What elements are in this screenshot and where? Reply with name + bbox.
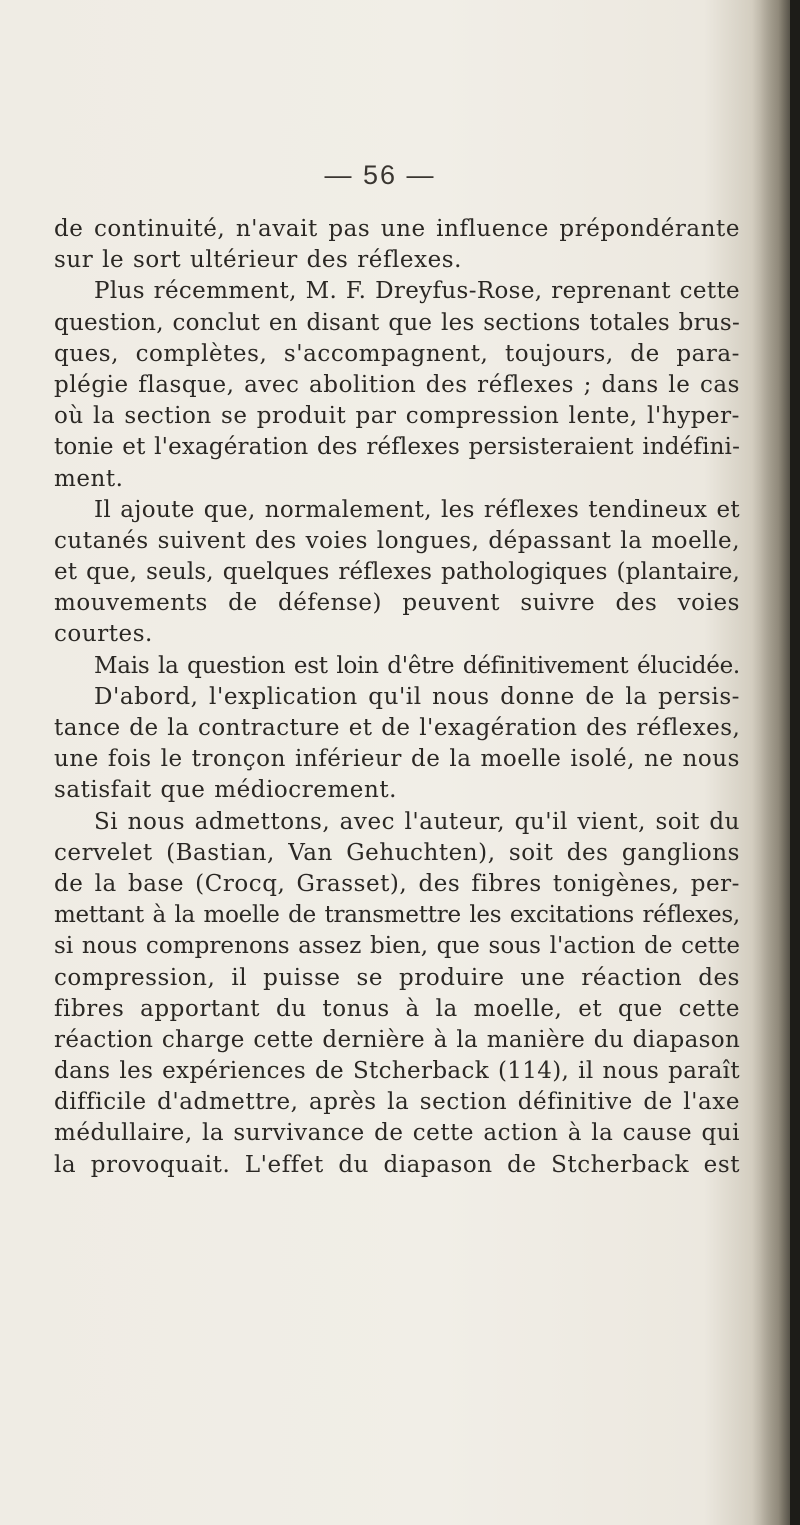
text-line: courtes.: [54, 621, 153, 648]
book-binding-edge: [790, 0, 800, 1525]
text-line: dans les expériences de Stcherback (114), il nous paraît: [54, 1058, 740, 1085]
text-line: Si nous admettons, avec l'auteur, qu'il vient, soit du: [94, 808, 740, 835]
text-line: satisfait que médiocrement.: [54, 777, 397, 804]
text-line: ment.: [54, 465, 124, 492]
text-line: de la base (Crocq, Grasset), des fibres tonigènes, per-: [54, 870, 740, 897]
text-line: mettant à la moelle de transmettre les excitations réflexes,: [54, 902, 740, 929]
page-number: — 56 —: [324, 160, 436, 190]
text-line: médullaire, la survivance de cette action à la cause qui: [54, 1120, 740, 1147]
text-line: tonie et l'exagération des réflexes persisteraient indéfini-: [54, 434, 740, 461]
text-line: difficile d'admettre, après la section définitive de l'axe: [54, 1089, 740, 1116]
text-line: cutanés suivent des voies longues, dépassant la moelle,: [54, 527, 741, 554]
text-line: plégie flasque, avec abolition des réflexes ; dans le cas: [54, 371, 740, 398]
text-line: mouvements de défense) peuvent suivre des voies: [54, 590, 740, 617]
text-line: compression, il puisse se produire une réaction des: [54, 964, 740, 991]
text-line: tance de la contracture et de l'exagération des réflexes,: [54, 715, 741, 741]
text-line: Il ajoute que, normalement, les réflexes tendineux et: [94, 496, 740, 523]
text-line: question, conclut en disant que les sections totales brus-: [54, 309, 740, 336]
text-line: la provoquait. L'effet du diapason de Stcherback est: [54, 1151, 740, 1178]
text-line: une fois le tronçon inférieur de la moelle isolé, ne nous: [54, 746, 740, 773]
text-line: réaction charge cette dernière à la manière du diapason: [54, 1026, 741, 1053]
text-line: cervelet (Bastian, Van Gehuchten), soit des ganglions: [54, 839, 740, 866]
text-line: ques, complètes, s'accompagnent, toujours, de para-: [54, 340, 740, 367]
text-line: si nous comprenons assez bien, que sous l'action de cette: [54, 933, 740, 960]
text-line: où la section se produit par compression lente, l'hyper-: [54, 403, 740, 430]
body-text: [54, 214, 740, 1181]
text-line: sur le sort ultérieur des réflexes.: [54, 247, 462, 274]
text-line: fibres apportant du tonus à la moelle, et que cette: [54, 995, 740, 1022]
text-line: Plus récemment, M. F. Dreyfus-Rose, reprenant cette: [94, 278, 740, 305]
text-line: de continuité, n'avait pas une influence prépondérante: [54, 216, 740, 242]
text-line: et que, seuls, quelques réflexes pathologiques (plantaire,: [54, 559, 740, 586]
text-line: D'abord, l'explication qu'il nous donne de la persis-: [94, 683, 740, 710]
text-line: Mais la question est loin d'être définitivement élucidée.: [94, 652, 740, 679]
